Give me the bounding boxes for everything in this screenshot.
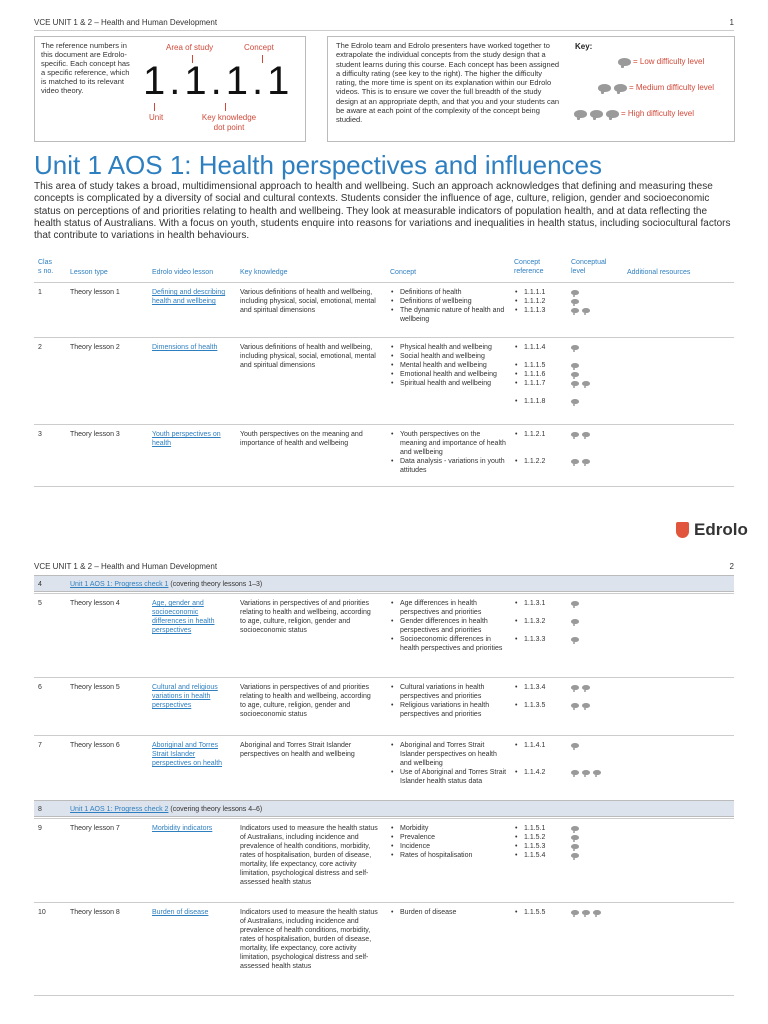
video-lesson-link[interactable]: Aboriginal and Torres Strait Islander perspectives on health [152, 742, 223, 767]
lesson-type: Theory lesson 4 [70, 600, 120, 607]
page-number: 2 [729, 562, 734, 571]
reference-list [514, 288, 566, 315]
concept-reference: • 1.1.1.8 [514, 397, 566, 406]
difficulty-level [571, 635, 579, 644]
brain-icon [571, 381, 579, 386]
lesson-type: Theory lesson 3 [70, 431, 120, 438]
concept-item: • Socioeconomic differences in health perspectives and priorities [390, 635, 508, 653]
concept-item: • Prevalence [390, 833, 508, 842]
lesson-type: Theory lesson 7 [70, 825, 120, 832]
conceptual-level-list [571, 683, 590, 710]
table-row [34, 282, 734, 337]
row-separator [34, 282, 734, 283]
reference-list [514, 824, 566, 860]
brain-icon [618, 58, 631, 66]
reference-key-box [34, 36, 306, 142]
row-separator [34, 593, 734, 594]
difficulty-level [571, 599, 579, 608]
progress-check-title [70, 580, 262, 589]
concept-list [390, 343, 508, 388]
brain-icon [614, 84, 627, 92]
concept-item: • Physical health and wellbeing [390, 343, 508, 352]
concept-item: • Aboriginal and Torres Strait Islander perspectives on health and wellbeing [390, 741, 508, 768]
difficulty-level [571, 768, 601, 777]
concept-item: • Spiritual health and wellbeing [390, 379, 508, 388]
key-low-label: = Low difficulty level [633, 57, 705, 66]
brain-icon [571, 685, 579, 690]
conceptual-level-list [571, 908, 601, 917]
reference-list [514, 908, 566, 917]
difficulty-level [571, 824, 579, 833]
concept-reference: • 1.1.2.2 [514, 457, 566, 466]
brain-icon [582, 308, 590, 313]
brain-icon [582, 381, 590, 386]
difficulty-level [571, 908, 601, 917]
key-high-label: = High difficulty level [621, 109, 694, 118]
difficulty-level [571, 833, 579, 842]
concept-list [390, 430, 508, 475]
concept-reference: • 1.1.1.2 [514, 297, 566, 306]
concept-list [390, 599, 508, 653]
header-rule [34, 30, 734, 31]
brand-name: Edrolo [694, 520, 748, 539]
edrolo-logo [676, 520, 748, 540]
concept-item: • Age differences in health perspectives and priorities [390, 599, 508, 617]
row-separator [34, 337, 734, 338]
difficulty-level [571, 361, 590, 370]
difficulty-level [571, 379, 590, 388]
difficulty-level [571, 430, 590, 439]
concept-item: • Rates of hospitalisation [390, 851, 508, 860]
concept-item: • Data analysis - variations in youth attitudes [390, 457, 508, 475]
reference-list [514, 741, 566, 777]
brain-icon [571, 853, 579, 858]
video-lesson-link[interactable]: Morbidity indicators [152, 825, 213, 832]
difficulty-level [571, 842, 579, 851]
table-row [34, 735, 734, 800]
difficulty-level [571, 397, 590, 406]
class-number: 6 [38, 684, 42, 691]
brain-icon [571, 459, 579, 464]
concept-list [390, 683, 508, 719]
conceptual-level-list [571, 430, 590, 466]
row-separator [34, 818, 734, 819]
progress-check-title [70, 805, 262, 814]
brain-icon [571, 399, 579, 404]
brain-icon [574, 110, 587, 118]
difficulty-level [571, 741, 601, 750]
dotpoint-tick [225, 103, 226, 111]
conceptual-level-list [571, 741, 601, 777]
brain-icon [582, 459, 590, 464]
class-number: 8 [38, 806, 42, 813]
page-header [34, 18, 734, 27]
concept-item: • Definitions of wellbeing [390, 297, 508, 306]
conceptual-level-list [571, 343, 590, 406]
key-knowledge: Various definitions of health and wellbeing, including physical, social, emotional, mental and spiritual dimensions [240, 344, 376, 369]
progress-check-range: (covering theory lessons 4–6) [168, 806, 263, 813]
col-class-no: Clas s no. [38, 259, 54, 275]
progress-check-link[interactable]: Unit 1 AOS 1: Progress check 2 [70, 806, 169, 813]
concept-reference: • 1.1.5.4 [514, 851, 566, 860]
table-end-rule [34, 995, 734, 996]
col-concept: Concept [390, 269, 417, 276]
brain-icon [571, 703, 579, 708]
brain-icon [582, 432, 590, 437]
concept-item: • Gender differences in health perspectives and priorities [390, 617, 508, 635]
concept-reference: • 1.1.3.2 [514, 617, 566, 626]
table-row [34, 818, 734, 902]
brain-icon [571, 432, 579, 437]
area-of-study-label: Area of study [166, 43, 214, 52]
concept-item: • Youth perspectives on the meaning and importance of health and wellbeing [390, 430, 508, 457]
concept-item: • Use of Aboriginal and Torres Strait Islander health status data [390, 768, 508, 786]
brain-icon [571, 770, 579, 775]
key-medium [598, 83, 714, 92]
concept-reference: • 1.1.4.2 [514, 768, 566, 777]
key-knowledge: Variations in perspectives of and priorities relating to health and wellbeing, according to age, culture, religion, gender and socioeconomic status [240, 600, 371, 634]
brain-icon [582, 770, 590, 775]
header-title: VCE UNIT 1 & 2 – Health and Human Development [34, 18, 218, 27]
concept-list [390, 824, 508, 860]
concept-reference: • 1.1.4.1 [514, 741, 566, 750]
concept-item: • Morbidity [390, 824, 508, 833]
conceptual-level-list [571, 288, 590, 315]
brain-icon [606, 110, 619, 118]
brain-icon [571, 844, 579, 849]
reference-list [514, 599, 566, 644]
concept-label: Concept [244, 43, 274, 52]
brain-icon [593, 910, 601, 915]
class-number: 9 [38, 825, 42, 832]
difficulty-key-box [327, 36, 735, 142]
class-number: 10 [38, 909, 46, 916]
video-lesson-link[interactable]: Defining and describing health and wellbeing [152, 289, 226, 305]
key-description: The Edrolo team and Edrolo presenters have worked together to extrapolate the individual concepts from the study design that a student learns during this course. Each concept has been assigned a difficulty rating (see key to the right). The higher the difficulty rating, the more time is spent on its explanation within our Edrolo videos. This is to ensure we cover the full breadth of the study design at an appropriate depth, and that you and your students can be aware at each point of the complexity of the concept being studied. [336, 41, 560, 125]
lesson-type: Theory lesson 5 [70, 684, 120, 691]
brain-icon [571, 637, 579, 642]
class-number: 3 [38, 431, 42, 438]
col-video-lesson: Edrolo video lesson [152, 269, 214, 276]
concept-reference: • 1.1.3.5 [514, 701, 566, 710]
concept-reference: • 1.1.5.2 [514, 833, 566, 842]
reference-list [514, 343, 566, 406]
concept-item: • Cultural variations in health perspectives and priorities [390, 683, 508, 701]
dotpoint-label: Key knowledge dot point [201, 113, 257, 132]
concept-reference: • 1.1.1.6 [514, 370, 566, 379]
progress-check-row [34, 800, 734, 817]
concept-reference: • 1.1.5.3 [514, 842, 566, 851]
brain-icon [571, 910, 579, 915]
brain-icon [571, 290, 579, 295]
page-number: 1 [729, 18, 734, 27]
row-separator [34, 424, 734, 425]
col-conceptual-level: Conceptual level [571, 259, 607, 275]
brain-icon [571, 308, 579, 313]
progress-check-link[interactable]: Unit 1 AOS 1: Progress check 1 [70, 581, 169, 588]
concept-reference: • 1.1.5.5 [514, 908, 566, 917]
brain-icon [590, 110, 603, 118]
brain-icon [571, 601, 579, 606]
concept-list [390, 741, 508, 786]
concept-item: • Emotional health and wellbeing [390, 370, 508, 379]
progress-check-row [34, 575, 734, 592]
key-knowledge: Variations in perspectives of and priorities relating to health and wellbeing, according to age, culture, religion, gender and socioeconomic status [240, 684, 371, 718]
unit-title: Unit 1 AOS 1: Health perspectives and influences [34, 150, 602, 180]
video-lesson-link[interactable]: Dimensions of health [152, 344, 218, 351]
brain-icon [571, 619, 579, 624]
table-row [34, 593, 734, 677]
brain-icon [571, 345, 579, 350]
lesson-type: Theory lesson 2 [70, 344, 120, 351]
table-row [34, 902, 734, 990]
difficulty-level [571, 343, 590, 352]
video-lesson-link[interactable]: Age, gender and socioeconomic differences in health perspectives [152, 600, 215, 634]
unit-tick [154, 103, 155, 111]
key-high [574, 109, 694, 118]
reference-description: The reference numbers in this document are Edrolo-specific. Each concept has a specific reference, which is matched to its relevant video theory. [41, 41, 130, 95]
concept-reference: • 1.1.1.1 [514, 288, 566, 297]
row-separator [34, 902, 734, 903]
concept-item: • Social health and wellbeing [390, 352, 508, 361]
key-knowledge: Indicators used to measure the health status of Australians, including incidence and prevalence of health conditions, morbidity, rates of hospitalisation, burden of disease, mortality, life expectancy, core activity limitation, psychological distress and self-assessed health status [240, 825, 378, 886]
video-lesson-link[interactable]: Youth perspectives on health [152, 431, 221, 447]
difficulty-level [571, 683, 590, 692]
key-low [618, 57, 704, 66]
brain-icon [571, 363, 579, 368]
col-concept-reference: Concept reference [514, 259, 544, 275]
difficulty-level [571, 297, 590, 306]
concept-reference: • 1.1.1.4 [514, 343, 566, 352]
row-separator [34, 735, 734, 736]
unit-label: Unit [149, 113, 164, 122]
concept-item: • The dynamic nature of health and wellbeing [390, 306, 508, 324]
reference-list [514, 430, 566, 466]
lesson-type: Theory lesson 6 [70, 742, 120, 749]
progress-check-range: (covering theory lessons 1–3) [168, 581, 263, 588]
table-row [34, 337, 734, 424]
video-lesson-link[interactable]: Cultural and religious variations in health perspectives [152, 684, 218, 709]
brain-icon [582, 685, 590, 690]
conceptual-level-list [571, 599, 579, 644]
brain-icon [593, 770, 601, 775]
concept-reference: • 1.1.1.3 [514, 306, 566, 315]
class-number: 7 [38, 742, 42, 749]
class-number: 4 [38, 581, 42, 588]
reference-number-example: 1.1.1.1 [143, 59, 294, 103]
key-title: Key: [575, 42, 593, 51]
brain-icon [571, 372, 579, 377]
concept-item: • Mental health and wellbeing [390, 361, 508, 370]
header-title: VCE UNIT 1 & 2 – Health and Human Development [34, 562, 218, 571]
lesson-type: Theory lesson 1 [70, 289, 120, 296]
concept-list [390, 908, 508, 917]
concept-reference: • 1.1.5.1 [514, 824, 566, 833]
lesson-type: Theory lesson 8 [70, 909, 120, 916]
class-number: 2 [38, 344, 42, 351]
difficulty-level [571, 306, 590, 315]
page-header-2 [34, 562, 734, 571]
brain-icon [571, 299, 579, 304]
intro-paragraph: This area of study takes a broad, multidimensional approach to health and wellbeing. Such an approach acknowledges that defining and measuring these concepts is complicated by a diversity of social and cultural contexts. Students consider the influence of age, culture, religion, gender and socioeconomic status on perceptions of and priorities relating to health and wellbeing. They look at measurable indicators of population health, and at data reflecting the health status of Australians. With a focus on youth, students enquire into reasons for variations and inequalities in health status, including sociocultural factors that contribute to variations in health behaviours. [34, 181, 731, 242]
class-number: 5 [38, 600, 42, 607]
difficulty-level [571, 617, 579, 626]
concept-reference: • 1.1.1.5 [514, 361, 566, 370]
conceptual-level-list [571, 824, 579, 860]
row-separator [34, 677, 734, 678]
col-additional-resources: Additional resources [627, 269, 691, 276]
difficulty-level [571, 288, 590, 297]
concept-reference: • 1.1.2.1 [514, 430, 566, 439]
brain-icon [582, 910, 590, 915]
difficulty-level [571, 370, 590, 379]
brain-icon [571, 743, 579, 748]
table-row [34, 424, 734, 486]
col-key-knowledge: Key knowledge [240, 269, 288, 276]
concept-item: • Incidence [390, 842, 508, 851]
concept-reference: • 1.1.3.3 [514, 635, 566, 644]
key-knowledge: Various definitions of health and wellbeing, including physical, social, emotional, mental and spiritual dimensions [240, 289, 376, 314]
difficulty-level [571, 851, 579, 860]
video-lesson-link[interactable]: Burden of disease [152, 909, 209, 916]
brain-icon [571, 826, 579, 831]
table-end-rule [34, 486, 734, 487]
brain-icon [598, 84, 611, 92]
concept-list [390, 288, 508, 324]
concept-reference: • 1.1.3.1 [514, 599, 566, 608]
concept-item: • Religious variations in health perspectives and priorities [390, 701, 508, 719]
shield-icon [676, 522, 689, 538]
concept-item: • Burden of disease [390, 908, 508, 917]
table-row [34, 677, 734, 735]
brain-icon [571, 835, 579, 840]
key-knowledge: Aboriginal and Torres Strait Islander perspectives on health and wellbeing [240, 742, 355, 758]
concept-reference: • 1.1.1.7 [514, 379, 566, 388]
class-number: 1 [38, 289, 42, 296]
key-knowledge: Indicators used to measure the health status of Australians, including incidence and prevalence of health conditions, morbidity, rates of hospitalisation, burden of disease, mortality, life expectancy, core activity limitation, psychological distress and self-assessed health status [240, 909, 378, 970]
col-lesson-type: Lesson type [70, 269, 108, 276]
key-medium-label: = Medium difficulty level [629, 83, 714, 92]
concept-reference: • 1.1.3.4 [514, 683, 566, 692]
concept-item: • Definitions of health [390, 288, 508, 297]
difficulty-level [571, 457, 590, 466]
key-knowledge: Youth perspectives on the meaning and importance of health and wellbeing [240, 431, 363, 447]
reference-list [514, 683, 566, 710]
difficulty-level [571, 701, 590, 710]
brain-icon [582, 703, 590, 708]
